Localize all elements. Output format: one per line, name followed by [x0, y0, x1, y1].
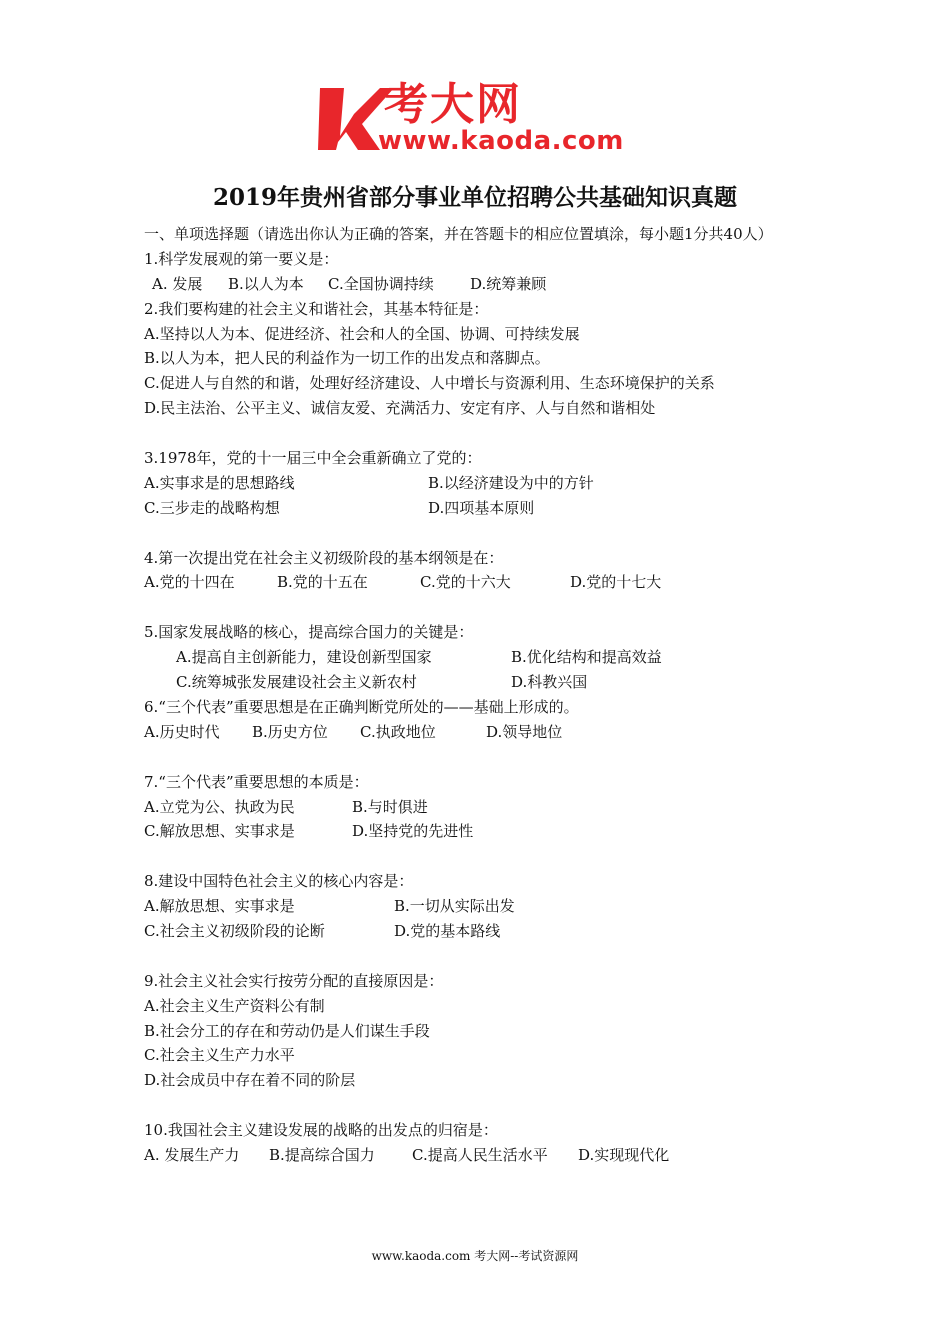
question-7-stem: 7.“三个代表”重要思想的本质是： [144, 772, 369, 791]
option-c: C.社会主义初级阶段的论断 [144, 921, 325, 940]
page-footer: www.kaoda.com 考大网--考试资源网 [371, 1249, 579, 1263]
section-heading: 一、单项选择题（请选出你认为正确的答案，并在答题卡的相应位置填涂，每小题1分共40人） [144, 225, 773, 243]
option-b: B.提高综合国力 [269, 1145, 375, 1164]
option-d: D.领导地位 [486, 722, 563, 741]
question-4-options [144, 570, 824, 595]
option-b: B.以人为本，把人民的利益作为一切工作的出发点和落脚点。 [144, 349, 550, 368]
question-2-stem: 2.我们要构建的社会主义和谐社会，其基本特征是： [144, 299, 489, 318]
option-d: D.四项基本原则 [428, 498, 535, 517]
option-d: D.实现现代化 [578, 1145, 670, 1164]
option-d: D.党的基本路线 [394, 921, 501, 940]
option-c: C.执政地位 [360, 722, 436, 741]
option-d: D.坚持党的先进性 [352, 822, 474, 841]
option-c: C.社会主义生产力水平 [144, 1046, 295, 1065]
option-a: A.党的十四在 [144, 573, 235, 592]
option-c: C.促进人与自然的和谐，处理好经济建设、人中增长与资源利用、生态环境保护的关系 [144, 374, 715, 393]
option-a: A.历史时代 [144, 722, 220, 741]
option-c: C.党的十六大 [420, 573, 511, 592]
question-3-options-row1 [144, 471, 824, 496]
option-d: D.民主法治、公平主义、诚信友爱、充满活力、安定有序、人与自然和谐相处 [144, 399, 656, 418]
option-b: B.党的十五在 [277, 573, 368, 592]
logo-url-text: www.kaoda.com [378, 126, 624, 156]
question-8-stem: 8.建设中国特色社会主义的核心内容是： [144, 872, 414, 891]
question-1-stem: 1.科学发展观的第一要义是： [144, 249, 339, 268]
question-6-options [144, 720, 824, 745]
option-b: B.优化结构和提高效益 [511, 648, 662, 667]
option-a: A.立党为公、执政为民 [144, 797, 295, 816]
option-b: B.历史方位 [252, 722, 328, 741]
question-1-options [144, 272, 824, 297]
option-a: A.解放思想、实事求是 [144, 897, 295, 916]
page-title: 2019年贵州省部分事业单位招聘公共基础知识真题 [212, 184, 737, 211]
option-d: D.统筹兼顾 [470, 274, 547, 293]
question-8-options-row1 [144, 894, 824, 919]
option-a: A.实事求是的思想路线 [144, 473, 295, 492]
option-d: D.党的十七大 [570, 573, 662, 592]
kaoda-logo [318, 80, 638, 160]
option-c: C.统筹城张发展建设社会主义新农村 [176, 673, 417, 692]
question-7-options-row1 [144, 795, 824, 820]
question-8-options-row2 [144, 919, 824, 944]
option-d: D.科教兴国 [511, 673, 588, 692]
question-4-stem: 4.第一次提出党在社会主义初级阶段的基本纲领是在： [144, 548, 504, 567]
question-5-options-row1 [144, 645, 824, 670]
question-6-stem: 6.“三个代表”重要思想是在正确判断党所处的——基础上形成的。 [144, 697, 579, 716]
option-a: A. 发展生产力 [144, 1145, 240, 1164]
question-3-stem: 3.1978年，党的十一届三中全会重新确立了党的： [144, 449, 482, 468]
question-10-stem: 10.我国社会主义建设发展的战略的出发点的归宿是： [144, 1121, 498, 1140]
question-7-options-row2 [144, 819, 824, 844]
option-b: B.一切从实际出发 [394, 897, 515, 916]
option-a: A. 发展 [152, 274, 203, 293]
option-c: C.三步走的战略构想 [144, 498, 280, 517]
option-a: A.坚持以人为本、促进经济、社会和人的全国、协调、可持续发展 [144, 324, 580, 343]
question-5-options-row2 [144, 670, 824, 695]
question-5-stem: 5.国家发展战略的核心，提高综合国力的关键是： [144, 623, 474, 642]
option-b: B.以人为本 [228, 274, 304, 293]
logo-brand-text: 考大网 [384, 79, 522, 130]
question-9-stem: 9.社会主义社会实行按劳分配的直接原因是： [144, 971, 444, 990]
question-10-options [144, 1143, 824, 1168]
question-3-options-row2 [144, 496, 824, 521]
option-b: B.社会分工的存在和劳动仍是人们谋生手段 [144, 1021, 430, 1040]
option-b: B.与时俱进 [352, 797, 428, 816]
option-a: A.社会主义生产资料公有制 [144, 996, 325, 1015]
exam-content [144, 222, 824, 1168]
option-b: B.以经济建设为中的方针 [428, 473, 594, 492]
option-c: C.提高人民生活水平 [412, 1145, 548, 1164]
option-d: D.社会成员中存在着不同的阶层 [144, 1071, 356, 1090]
option-a: A.提高自主创新能力，建设创新型国家 [176, 648, 432, 667]
option-c: C.解放思想、实事求是 [144, 822, 295, 841]
option-c: C.全国协调持续 [328, 274, 434, 293]
